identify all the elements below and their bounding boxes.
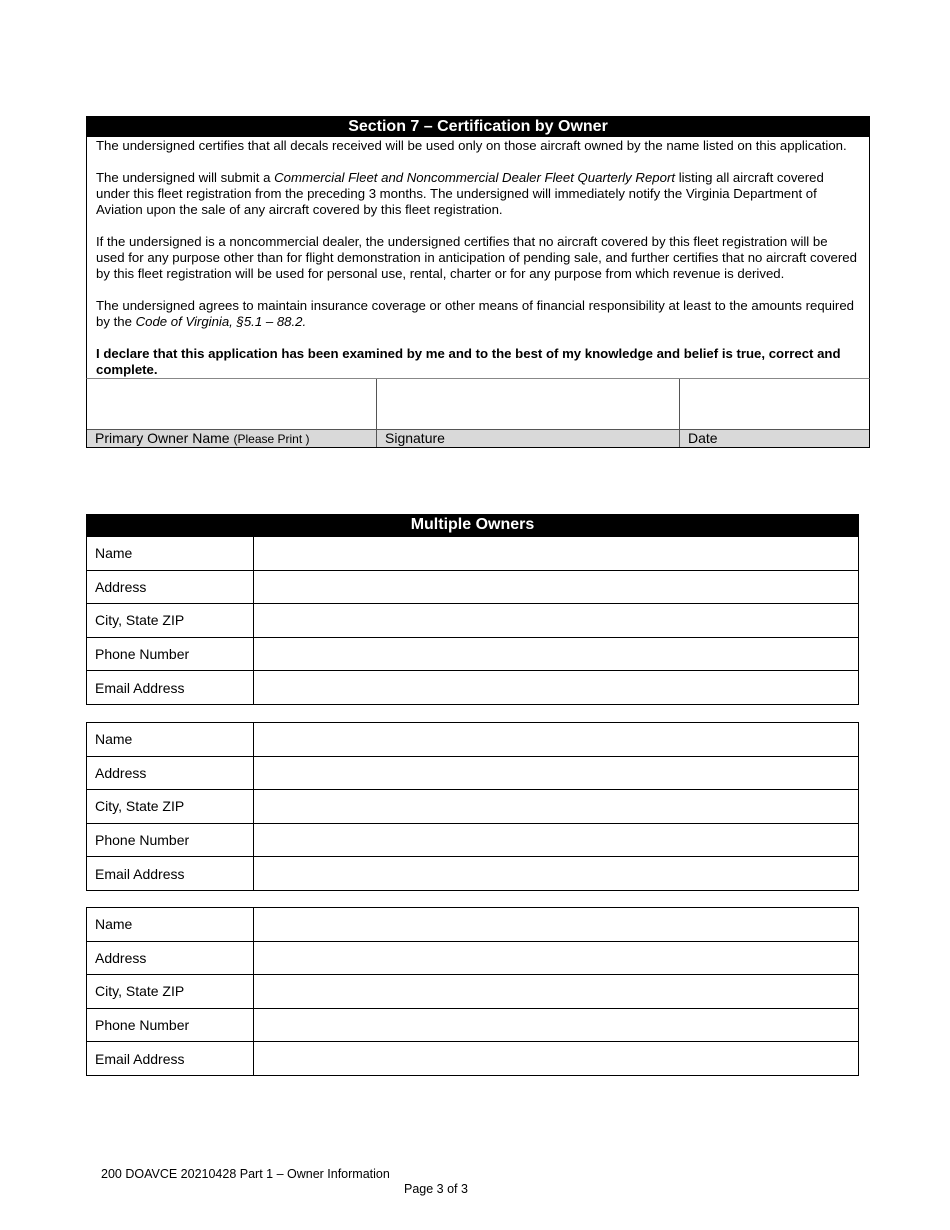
owner-name-field[interactable] [254, 908, 859, 942]
primary-owner-name-label: Primary Owner Name (Please Print ) [87, 429, 376, 447]
owner-address-field[interactable] [254, 756, 859, 790]
owner-city-state-zip-field[interactable] [254, 604, 859, 638]
table-row [87, 604, 859, 638]
owner-address-label: Address [87, 941, 254, 975]
multiple-owners-group-2 [86, 722, 859, 891]
owner-city-state-zip-label: City, State ZIP [87, 604, 254, 638]
table-row [87, 941, 859, 975]
owner-email-field[interactable] [254, 1042, 859, 1076]
date-cell [680, 379, 869, 447]
table-row [87, 975, 859, 1009]
owner-city-state-zip-field[interactable] [254, 975, 859, 1009]
table-row [87, 790, 859, 824]
owner-address-field[interactable] [254, 570, 859, 604]
declaration-statement: I declare that this application has been examined by me and to the best of my knowledge and belief is true, correct and complete. [96, 346, 841, 377]
section-7-certification [86, 116, 870, 448]
primary-owner-name-field[interactable] [87, 379, 376, 429]
certification-paragraph-1: The undersigned certifies that all decals received will be used only on those aircraft owned by the name listed on this application. [96, 138, 847, 153]
owner-table-1 [86, 536, 859, 705]
owner-name-label: Name [87, 723, 254, 757]
owner-name-label: Name [87, 908, 254, 942]
table-row [87, 908, 859, 942]
owner-address-label: Address [87, 570, 254, 604]
multiple-owners-title: Multiple Owners [86, 514, 859, 536]
section-7-body [86, 137, 870, 378]
table-row [87, 1008, 859, 1042]
date-field[interactable] [680, 379, 869, 429]
signature-cell [377, 379, 680, 447]
owner-email-label: Email Address [87, 857, 254, 891]
section-7-title: Section 7 – Certification by Owner [86, 116, 870, 137]
owner-email-field[interactable] [254, 857, 859, 891]
multiple-owners-group-3 [86, 907, 859, 1076]
primary-owner-name-cell [87, 379, 377, 447]
table-row [87, 1042, 859, 1076]
certification-paragraph-2: The undersigned will submit a Commercial Fleet and Noncommercial Dealer Fleet Quarterly Report listing all aircraft covered under this fleet registration from the preceding 3 months. The undersigned will immediately notify the Virginia Department of Aviation upon the sale of any aircraft covered by this fleet registration. [96, 170, 824, 217]
page-number: Page 3 of 3 [404, 1182, 468, 1196]
owner-email-field[interactable] [254, 671, 859, 705]
signature-row [86, 378, 870, 448]
certification-paragraph-4: The undersigned agrees to maintain insurance coverage or other means of financial responsibility at least to the amounts required by the Code of Virginia, §5.1 – 88.2. [96, 298, 854, 329]
owner-table-3 [86, 907, 859, 1076]
table-row [87, 637, 859, 671]
owner-address-label: Address [87, 756, 254, 790]
owner-table-2 [86, 722, 859, 891]
owner-name-field[interactable] [254, 537, 859, 571]
date-label: Date [680, 429, 869, 447]
table-row [87, 671, 859, 705]
certification-paragraph-3: If the undersigned is a noncommercial dealer, the undersigned certifies that no aircraft covered by this fleet registration will be used for any purpose other than for flight demonstration in anticipation of pending sale, and further certifies that no aircraft covered by this fleet registration will be used for personal use, rental, charter or for any purpose from which revenue is derived. [96, 234, 857, 281]
owner-phone-label: Phone Number [87, 1008, 254, 1042]
form-identifier: 200 DOAVCE 20210428 Part 1 – Owner Information [101, 1167, 390, 1181]
owner-phone-label: Phone Number [87, 637, 254, 671]
table-row [87, 570, 859, 604]
owner-city-state-zip-field[interactable] [254, 790, 859, 824]
owner-address-field[interactable] [254, 941, 859, 975]
owner-phone-label: Phone Number [87, 823, 254, 857]
owner-phone-field[interactable] [254, 637, 859, 671]
owner-email-label: Email Address [87, 671, 254, 705]
signature-label: Signature [377, 429, 679, 447]
owner-phone-field[interactable] [254, 1008, 859, 1042]
table-row [87, 756, 859, 790]
multiple-owners-group-1 [86, 514, 859, 705]
owner-phone-field[interactable] [254, 823, 859, 857]
signature-field[interactable] [377, 379, 679, 429]
owner-name-label: Name [87, 537, 254, 571]
owner-name-field[interactable] [254, 723, 859, 757]
table-row [87, 723, 859, 757]
owner-city-state-zip-label: City, State ZIP [87, 790, 254, 824]
owner-email-label: Email Address [87, 1042, 254, 1076]
owner-city-state-zip-label: City, State ZIP [87, 975, 254, 1009]
table-row [87, 537, 859, 571]
table-row [87, 823, 859, 857]
table-row [87, 857, 859, 891]
